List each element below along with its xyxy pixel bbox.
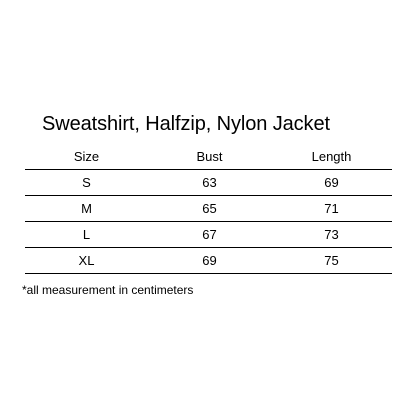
column-header-size: Size: [25, 144, 148, 170]
table-row: [25, 170, 392, 196]
page-title: Sweatshirt, Halfzip, Nylon Jacket: [42, 113, 330, 135]
table-row: [25, 196, 392, 222]
table-header-row: [25, 144, 392, 170]
size-chart-table: [25, 144, 392, 274]
table-row: [25, 222, 392, 248]
size-cell: S: [25, 170, 148, 196]
bust-cell: 67: [148, 222, 271, 248]
size-cell: XL: [25, 248, 148, 274]
table-row: [25, 248, 392, 274]
size-cell: L: [25, 222, 148, 248]
bust-cell: 65: [148, 196, 271, 222]
column-header-length: Length: [271, 144, 392, 170]
bust-cell: 69: [148, 248, 271, 274]
bust-cell: 63: [148, 170, 271, 196]
column-header-bust: Bust: [148, 144, 271, 170]
length-cell: 71: [271, 196, 392, 222]
measurement-footnote: *all measurement in centimeters: [22, 283, 194, 297]
length-cell: 75: [271, 248, 392, 274]
length-cell: 73: [271, 222, 392, 248]
size-cell: M: [25, 196, 148, 222]
length-cell: 69: [271, 170, 392, 196]
